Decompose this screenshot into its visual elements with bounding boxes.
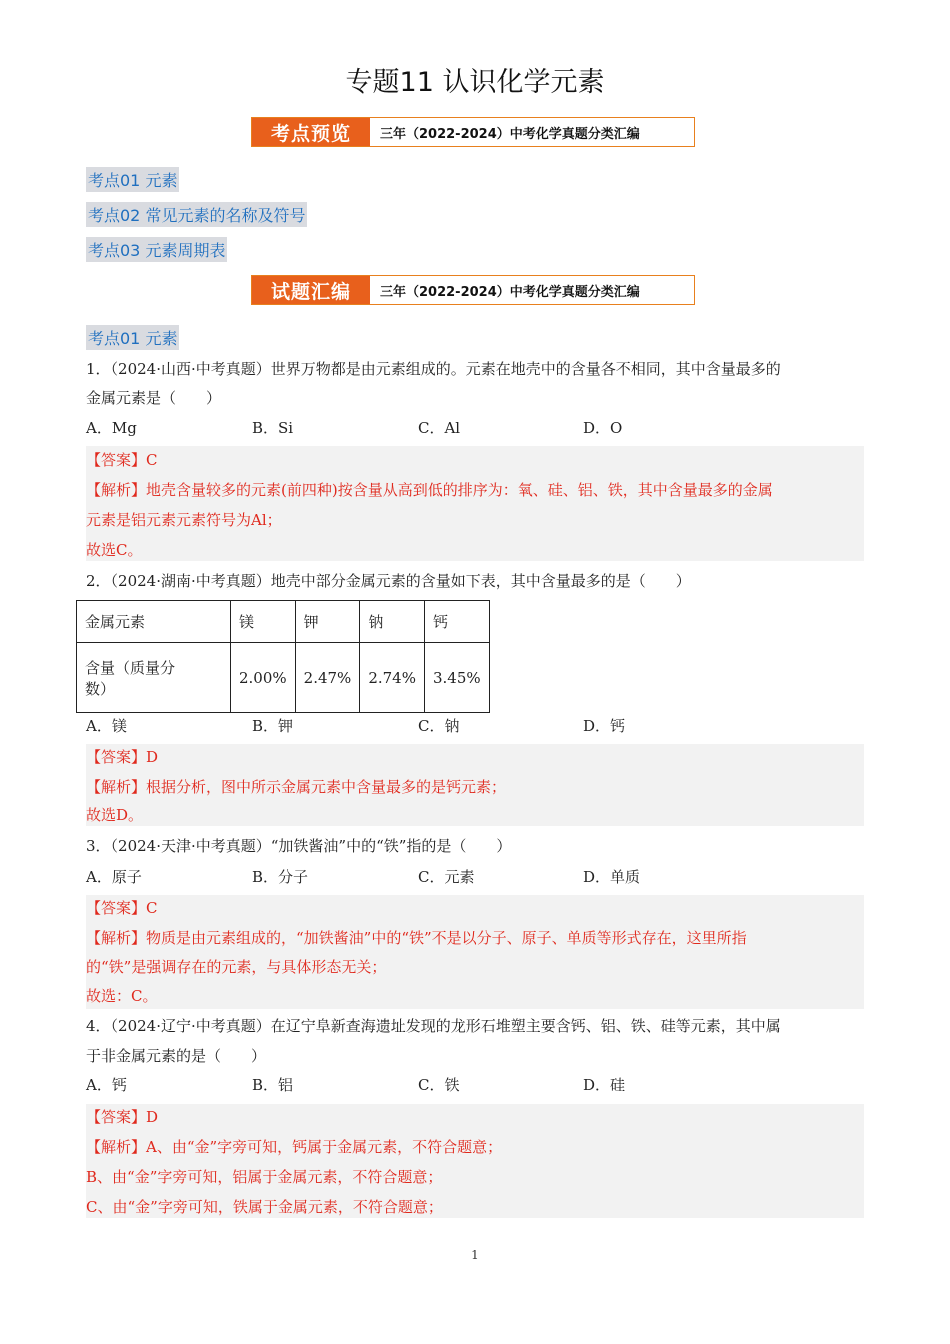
question-4-line-2: 于非金属元素的是（ ） xyxy=(86,1047,267,1065)
banner-tag: 考点预览 xyxy=(252,118,370,146)
option-d: D．钙 xyxy=(583,717,626,735)
banner-subtitle: 三年（2022-2024）中考化学真题分类汇编 xyxy=(380,284,640,300)
exercise-banner xyxy=(251,275,695,305)
option-a: A．钙 xyxy=(86,1076,127,1094)
section-heading: 考点01 元素 xyxy=(86,325,179,350)
table-row-label xyxy=(77,643,231,713)
analysis-3-line-2: 的“铁”是强调存在的元素，与具体形态无关； xyxy=(86,958,387,976)
analysis-4-line-1: 【解析】A、由“金”字旁可知，钙属于金属元素，不符合题意； xyxy=(86,1138,503,1156)
analysis-2-line-1: 【解析】根据分析，图中所示金属元素中含量最多的是钙元素； xyxy=(86,778,507,796)
preview-banner xyxy=(251,117,695,147)
toc-item-3[interactable]: 考点03 元素周期表 xyxy=(86,237,227,262)
table-header-cell: 金属元素 xyxy=(77,601,231,643)
toc-item-2[interactable]: 考点02 常见元素的名称及符号 xyxy=(86,202,307,227)
question-1-line-1: 1．（2024·山西·中考真题）世界万物都是由元素组成的。元素在地壳中的含量各不相同，其中含量最多的 xyxy=(86,360,781,378)
option-a: A．镁 xyxy=(86,717,127,735)
analysis-4-line-3: C、由“金”字旁可知，铁属于金属元素，不符合题意； xyxy=(86,1198,443,1216)
option-d: D．O xyxy=(583,419,623,437)
answer-box-4 xyxy=(86,1104,864,1218)
analysis-4-line-2: B、由“金”字旁可知，铝属于金属元素，不符合题意； xyxy=(86,1168,443,1186)
table-header-cell: 钠 xyxy=(360,601,425,643)
option-d: D．硅 xyxy=(583,1076,626,1094)
page-title: 专题11 认识化学元素 xyxy=(345,67,605,98)
answer-box-3 xyxy=(86,895,864,1009)
answer-2: 【答案】D xyxy=(86,748,159,766)
option-c: C．Al xyxy=(418,419,461,437)
analysis-1-line-2: 元素是铝元素元素符号为Al； xyxy=(86,511,282,529)
banner-subtitle: 三年（2022-2024）中考化学真题分类汇编 xyxy=(380,126,640,142)
row-label-line-2: 数） xyxy=(85,679,116,698)
option-d: D．单质 xyxy=(583,868,641,886)
question-4-line-1: 4．（2024·辽宁·中考真题）在辽宁阜新查海遗址发现的龙形石堆塑主要含钙、铝、铁、硅等元素，其中属 xyxy=(86,1017,781,1035)
option-b: B．铝 xyxy=(252,1076,294,1094)
row-label-line-1: 含量（质量分 xyxy=(85,658,176,677)
table-header-cell: 镁 xyxy=(231,601,296,643)
answer-box-1 xyxy=(86,446,864,561)
table-cell: 2.47% xyxy=(295,643,360,713)
analysis-3-line-3: 故选：C。 xyxy=(86,987,158,1005)
analysis-3-line-1: 【解析】物质是由元素组成的，“加铁酱油”中的“铁”不是以分子、原子、单质等形式存在，这里所指 xyxy=(86,929,747,947)
question-1-options xyxy=(86,418,866,438)
option-c: C．铁 xyxy=(418,1076,460,1094)
table-header-cell: 钙 xyxy=(424,601,489,643)
content-table xyxy=(76,600,490,713)
answer-4: 【答案】D xyxy=(86,1108,159,1126)
answer-3: 【答案】C xyxy=(86,899,158,917)
table-header-cell: 钾 xyxy=(295,601,360,643)
page-number: 1 xyxy=(471,1248,479,1262)
toc-item-1[interactable]: 考点01 元素 xyxy=(86,167,179,192)
table-cell: 2.74% xyxy=(360,643,425,713)
option-c: C．钠 xyxy=(418,717,460,735)
answer-box-2 xyxy=(86,744,864,826)
analysis-1-line-1: 【解析】地壳含量较多的元素(前四种)按含量从高到低的排序为：氧、硅、铝、铁，其中含量最多的金属 xyxy=(86,481,773,499)
question-3-options xyxy=(86,867,866,887)
analysis-1-line-3: 故选C。 xyxy=(86,541,143,559)
question-3-line-1: 3．（2024·天津·中考真题）“加铁酱油”中的“铁”指的是（ ） xyxy=(86,837,512,855)
table-cell: 2.00% xyxy=(231,643,296,713)
option-a: A．Mg xyxy=(86,419,137,437)
table-cell: 3.45% xyxy=(424,643,489,713)
question-1-line-2: 金属元素是（ ） xyxy=(86,389,222,407)
option-b: B．分子 xyxy=(252,868,309,886)
option-b: B．钾 xyxy=(252,717,294,735)
option-c: C．元素 xyxy=(418,868,475,886)
answer-1: 【答案】C xyxy=(86,451,158,469)
question-2-line-1: 2．（2024·湖南·中考真题）地壳中部分金属元素的含量如下表，其中含量最多的是（ ） xyxy=(86,572,691,590)
question-4-options xyxy=(86,1075,866,1095)
option-a: A．原子 xyxy=(86,868,142,886)
option-b: B．Si xyxy=(252,419,294,437)
analysis-2-line-2: 故选D。 xyxy=(86,806,144,824)
question-2-options xyxy=(86,716,866,736)
banner-tag: 试题汇编 xyxy=(252,276,370,304)
